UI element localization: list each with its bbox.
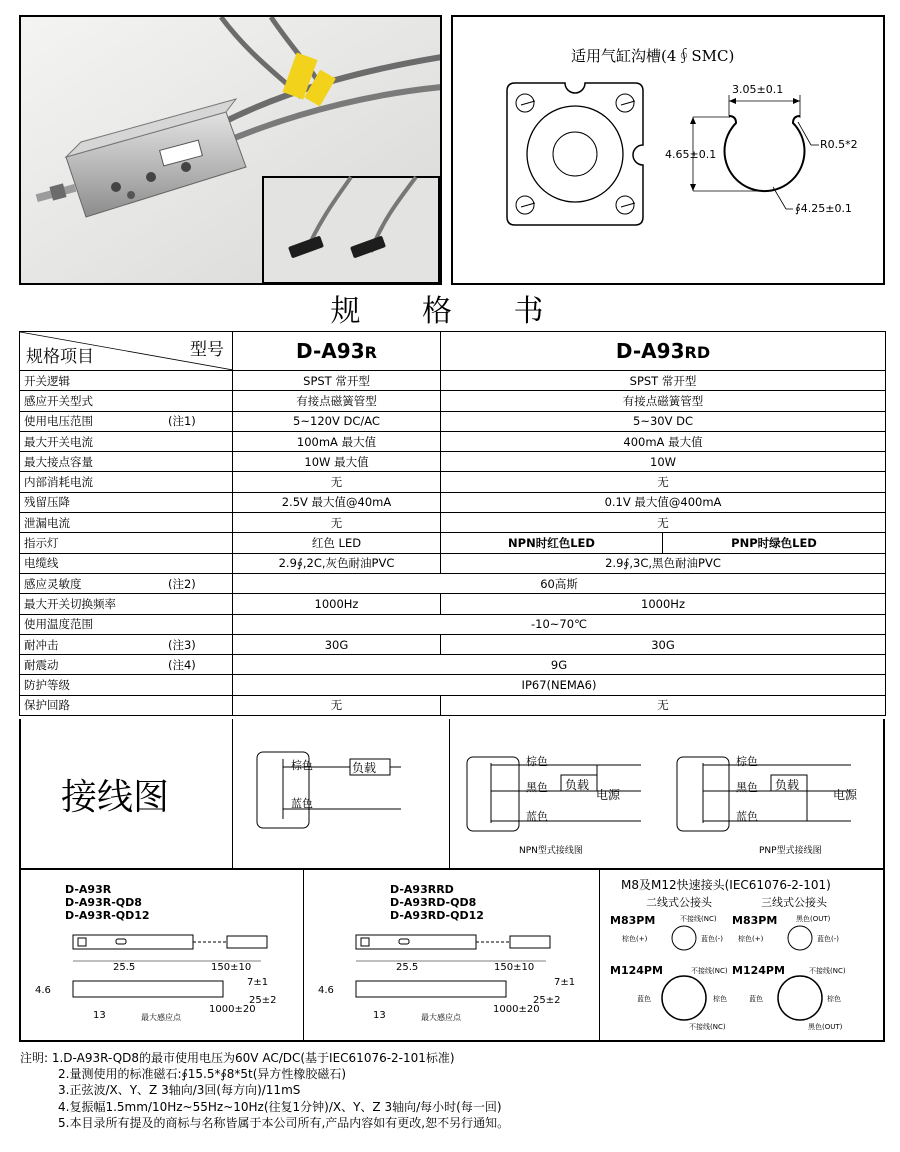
npn-power: 电源 <box>596 788 621 802</box>
header-item-label: 规格项目 <box>26 347 94 367</box>
spec-table <box>19 331 886 716</box>
dim-25-mid: 25±2 <box>533 995 561 1006</box>
pnp-blue: 蓝色 <box>736 810 758 823</box>
spec-label: 耐冲击 (注3) <box>20 634 233 654</box>
spec-value-a: 30G <box>233 634 441 654</box>
npn-blue: 蓝色 <box>526 810 548 823</box>
spec-label: 泄漏电流 <box>20 513 233 533</box>
connector-title: M8及M12快速接头(IEC61076-2-101) <box>621 878 831 892</box>
spec-label: 内部消耗电流 <box>20 472 233 492</box>
spec-value-b: 无 <box>441 695 886 715</box>
m83-a-minus: 蓝色(-) <box>701 935 723 943</box>
wire2-blue: 蓝色 <box>291 797 313 810</box>
dim-25-5-mid: 25.5 <box>396 962 419 973</box>
spec-row <box>20 675 886 695</box>
groove-radius-label: R0.5*2 <box>820 138 858 151</box>
spec-label: 感应开关型式 <box>20 391 233 411</box>
spec-row <box>20 634 886 654</box>
spec-header-row <box>20 332 886 371</box>
spec-label: 残留压降 <box>20 492 233 512</box>
spec-value-b: SPST 常开型 <box>441 371 886 391</box>
groove-title: 适用气缸沟槽(4∮SMC) <box>571 47 735 65</box>
spec-label: 最大开关电流 <box>20 431 233 451</box>
sense-point-left: 最大感应点 <box>141 1013 181 1022</box>
connector-three-wire: 三线式公接头 <box>761 896 827 909</box>
model-b-header: D-A93RD <box>441 332 886 371</box>
spec-label: 电缆线 <box>20 553 233 573</box>
m124-a-blue: 蓝色 <box>637 995 651 1003</box>
groove-panel <box>451 15 885 285</box>
header-model-label: 型号 <box>190 340 224 360</box>
spec-row <box>20 655 886 675</box>
spec-value-b: 1000Hz <box>441 594 886 614</box>
pnp-black: 黑色 <box>736 781 758 794</box>
connector-m124-a: M124PM <box>610 964 663 977</box>
spec-value-b: 无 <box>441 472 886 492</box>
wiring-title: 接线图 <box>61 777 170 818</box>
pnp-load: 负载 <box>775 778 800 792</box>
left-model-list: D-A93R D-A93R-QD8 D-A93R-QD12 <box>65 883 150 922</box>
m124-a-brown: 棕色 <box>713 995 727 1003</box>
pnp-caption: PNP型式接线图 <box>759 846 822 856</box>
page-title: 规 格 书 <box>330 294 570 329</box>
spec-label: 耐震动 (注4) <box>20 655 233 675</box>
groove-width-label: 3.05±0.1 <box>732 83 784 96</box>
spec-row <box>20 533 886 553</box>
header-corner <box>20 332 233 371</box>
product-photo-panel <box>19 15 442 285</box>
groove-height-label: 4.65±0.1 <box>665 148 717 161</box>
connector-m83-a: M83PM <box>610 914 656 927</box>
spec-value-b: 2.9∮,3C,黑色耐油PVC <box>441 553 886 573</box>
spec-row <box>20 614 886 634</box>
dim-13-mid: 13 <box>373 1010 386 1021</box>
spec-value-b: 10W <box>441 452 886 472</box>
spec-value-a: 无 <box>233 472 441 492</box>
product-photo <box>21 17 442 285</box>
m83-a-nc: 不接线(NC) <box>680 915 717 923</box>
pnp-power: 电源 <box>833 788 858 802</box>
note-3: 3.正弦波/X、Y、Z 3轴向/3回(每方向)/11mS <box>58 1083 301 1098</box>
note-5: 5.本目录所有提及的商标与名称皆属于本公司所有,产品内容如有更改,恕不另行通知。 <box>58 1115 510 1130</box>
spec-row <box>20 472 886 492</box>
spec-value-shared: -10~70℃ <box>233 614 886 634</box>
npn-black: 黑色 <box>526 781 548 794</box>
spec-value-b: 30G <box>441 634 886 654</box>
spec-row <box>20 573 886 593</box>
groove-diameter-label: ∮4.25±0.1 <box>795 202 852 215</box>
spec-label: 最大接点容量 <box>20 452 233 472</box>
m124-b-blue: 蓝色 <box>749 995 763 1003</box>
spec-row <box>20 452 886 472</box>
spec-value-b: 0.1V 最大值@400mA <box>441 492 886 512</box>
spec-value-a: SPST 常开型 <box>233 371 441 391</box>
notes <box>20 1050 509 1131</box>
spec-row <box>20 695 886 715</box>
dim-25-5-left: 25.5 <box>113 962 136 973</box>
dim-4-6-mid: 4.6 <box>318 985 334 996</box>
model-a-header: D-A93R <box>233 332 441 371</box>
dim-1000-left: 1000±20 <box>209 1004 256 1015</box>
spec-row <box>20 492 886 512</box>
connector-m124-b: M124PM <box>732 964 785 977</box>
spec-value-shared: IP67(NEMA6) <box>233 675 886 695</box>
spec-row <box>20 594 886 614</box>
wire2-brown: 棕色 <box>291 759 313 772</box>
spec-value-b: 有接点磁簧管型 <box>441 391 886 411</box>
m83-a-plus: 棕色(+) <box>622 935 648 943</box>
spec-row <box>20 391 886 411</box>
note-4: 4.复振幅1.5mm/10Hz~55Hz~10Hz(往复1分钟)/X、Y、Z 3轴向/每小时(每一回) <box>58 1099 502 1114</box>
mid-model-list: D-A93RRD D-A93RD-QD8 D-A93RD-QD12 <box>390 883 484 922</box>
m124-a-nc-top: 不接线(NC) <box>691 967 728 975</box>
spec-value-a: 5~120V DC/AC <box>233 411 441 431</box>
spec-label: 防护等级 <box>20 675 233 695</box>
spec-label: 指示灯 <box>20 533 233 553</box>
m124-b-brown: 棕色 <box>827 995 841 1003</box>
spec-value-a: 红色 LED <box>233 533 441 553</box>
spec-value-a: 有接点磁簧管型 <box>233 391 441 411</box>
spec-label: 开关逻辑 <box>20 371 233 391</box>
spec-label: 使用温度范围 <box>20 614 233 634</box>
spec-value-b: 无 <box>441 513 886 533</box>
spec-value-b: 5~30V DC <box>441 411 886 431</box>
m124-b-out: 黑色(OUT) <box>808 1023 843 1031</box>
spec-value-a: 100mA 最大值 <box>233 431 441 451</box>
spec-row <box>20 553 886 573</box>
spec-row <box>20 513 886 533</box>
dim-1000-mid: 1000±20 <box>493 1004 540 1015</box>
spec-value-shared: 60高斯 <box>233 573 886 593</box>
m83-b-plus: 棕色(+) <box>738 935 764 943</box>
note-2: 2.量测使用的标准磁石:∮15.5*∮8*5t(异方性橡胶磁石) <box>58 1067 347 1082</box>
wiring-section <box>19 719 885 870</box>
spec-row <box>20 411 886 431</box>
connector-m83-b: M83PM <box>732 914 778 927</box>
pnp-brown: 棕色 <box>736 755 758 768</box>
dim-25-left: 25±2 <box>249 995 277 1006</box>
note-1: 注明: 1.D-A93R-QD8的最市使用电压为60V AC/DC(基于IEC61076-2-101标准) <box>20 1051 455 1065</box>
spec-value-a: 2.5V 最大值@40mA <box>233 492 441 512</box>
spec-row <box>20 371 886 391</box>
m124-b-nc-top: 不接线(NC) <box>809 967 846 975</box>
spec-value-a: 无 <box>233 695 441 715</box>
sense-point-mid: 最大感应点 <box>421 1013 461 1022</box>
spec-value-a: 无 <box>233 513 441 533</box>
m83-b-out: 黑色(OUT) <box>796 915 831 923</box>
spec-row <box>20 431 886 451</box>
wire2-load: 负载 <box>352 761 377 775</box>
dimensions-section <box>19 868 885 1042</box>
dim-150-left: 150±10 <box>211 962 252 973</box>
spec-value-a: 1000Hz <box>233 594 441 614</box>
spec-value-b: 400mA 最大值 <box>441 431 886 451</box>
dim-4-6-left: 4.6 <box>35 985 51 996</box>
connector-two-wire: 二线式公接头 <box>646 896 712 909</box>
dim-7-left: 7±1 <box>247 977 269 988</box>
spec-value-shared: 9G <box>233 655 886 675</box>
dim-150-mid: 150±10 <box>494 962 535 973</box>
m124-a-nc-bottom: 不接线(NC) <box>689 1023 726 1031</box>
npn-brown: 棕色 <box>526 755 548 768</box>
spec-label: 最大开关切换频率 <box>20 594 233 614</box>
spec-label: 保护回路 <box>20 695 233 715</box>
dim-7-mid: 7±1 <box>554 977 576 988</box>
spec-value-a: 2.9∮,2C,灰色耐油PVC <box>233 553 441 573</box>
spec-value-pnp: PNP时绿色LED <box>663 533 886 553</box>
m83-b-minus: 蓝色(-) <box>817 935 839 943</box>
npn-load: 负载 <box>565 778 590 792</box>
spec-value-a: 10W 最大值 <box>233 452 441 472</box>
spec-label: 使用电压范围 (注1) <box>20 411 233 431</box>
dim-13-left: 13 <box>93 1010 106 1021</box>
spec-value-npn: NPN时红色LED <box>441 533 663 553</box>
npn-caption: NPN型式接线图 <box>519 846 583 856</box>
spec-label: 感应灵敏度 (注2) <box>20 573 233 593</box>
